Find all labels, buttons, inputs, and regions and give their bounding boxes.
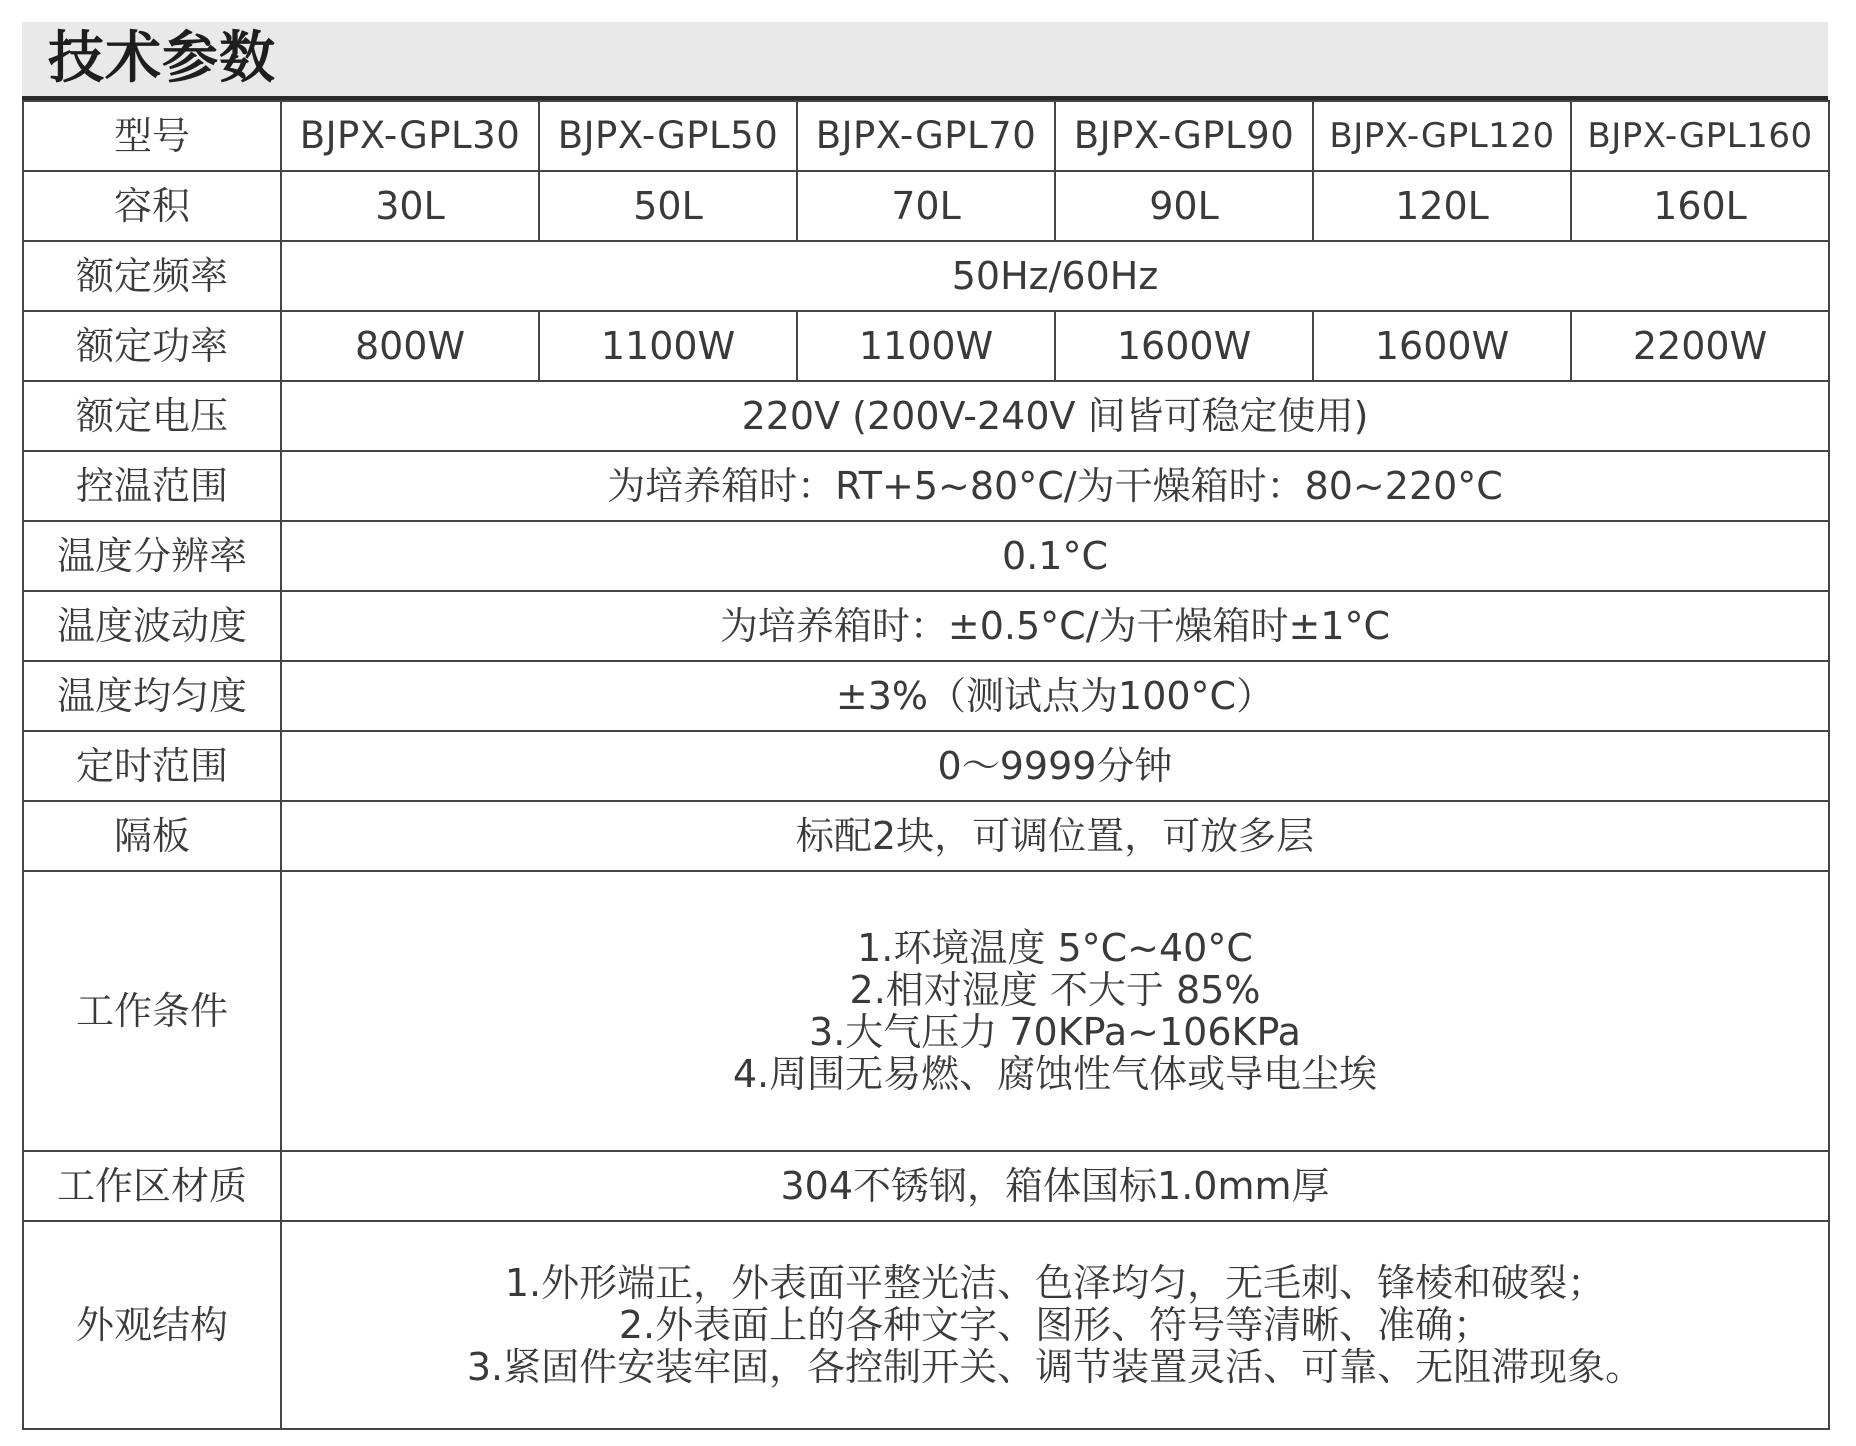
- value-temp-fluctuation: 为培养箱时：±0.5°C/为干燥箱时±1°C: [281, 591, 1829, 661]
- section-title: 技术参数: [48, 26, 276, 91]
- value-temp-uniformity: ±3%（测试点为100°C）: [281, 661, 1829, 731]
- volume-cell: 50L: [539, 171, 797, 241]
- row-frequency: [23, 241, 1829, 311]
- spec-table: [22, 100, 1830, 1430]
- model-cell: BJPX-GPL30: [281, 101, 539, 171]
- power-cell: 1100W: [539, 311, 797, 381]
- power-cell: 800W: [281, 311, 539, 381]
- model-cell: BJPX-GPL120: [1313, 101, 1571, 171]
- working-condition-line: 1.环境温度 5°C~40°C: [857, 926, 1253, 970]
- value-temp-range: 为培养箱时：RT+5~80°C/为干燥箱时：80~220°C: [281, 451, 1829, 521]
- model-cell: BJPX-GPL70: [797, 101, 1055, 171]
- value-voltage: 220V (200V-240V 间皆可稳定使用): [281, 381, 1829, 451]
- model-cell: BJPX-GPL50: [539, 101, 797, 171]
- row-temp-uniformity: [23, 661, 1829, 731]
- row-volume: [23, 171, 1829, 241]
- working-condition-line: 4.周围无易燃、腐蚀性气体或导电尘埃: [732, 1052, 1378, 1096]
- value-shelf: 标配2块，可调位置，可放多层: [281, 801, 1829, 871]
- row-voltage: [23, 381, 1829, 451]
- label-temp-uniformity: 温度均匀度: [23, 661, 281, 731]
- value-temp-resolution: 0.1°C: [281, 521, 1829, 591]
- row-model: [23, 101, 1829, 171]
- working-condition-line: 3.大气压力 70KPa~106KPa: [809, 1010, 1301, 1054]
- row-appearance: [23, 1221, 1829, 1429]
- volume-cell: 30L: [281, 171, 539, 241]
- value-timer-range: 0～9999分钟: [281, 731, 1829, 801]
- volume-cell: 70L: [797, 171, 1055, 241]
- row-chamber-material: [23, 1151, 1829, 1221]
- power-cell: 1600W: [1055, 311, 1313, 381]
- label-temp-fluctuation: 温度波动度: [23, 591, 281, 661]
- volume-cell: 160L: [1571, 171, 1829, 241]
- section-header: [22, 22, 1828, 96]
- label-working-conditions: 工作条件: [23, 871, 281, 1151]
- value-chamber-material: 304不锈钢，箱体国标1.0mm厚: [281, 1151, 1829, 1221]
- power-cell: 2200W: [1571, 311, 1829, 381]
- label-frequency: 额定频率: [23, 241, 281, 311]
- value-appearance: [281, 1221, 1829, 1429]
- appearance-line: 2.外表面上的各种文字、图形、符号等清晰、准确；: [618, 1303, 1492, 1347]
- label-shelf: 隔板: [23, 801, 281, 871]
- power-cell: 1100W: [797, 311, 1055, 381]
- row-temp-fluctuation: [23, 591, 1829, 661]
- label-chamber-material: 工作区材质: [23, 1151, 281, 1221]
- row-power: [23, 311, 1829, 381]
- row-shelf: [23, 801, 1829, 871]
- label-appearance: 外观结构: [23, 1221, 281, 1429]
- model-cell: BJPX-GPL90: [1055, 101, 1313, 171]
- label-power: 额定功率: [23, 311, 281, 381]
- label-temp-range: 控温范围: [23, 451, 281, 521]
- appearance-line: 3.紧固件安装牢固，各控制开关、调节装置灵活、可靠、无阻滞现象。: [466, 1345, 1644, 1389]
- value-working-conditions: [281, 871, 1829, 1151]
- row-working-conditions: [23, 871, 1829, 1151]
- label-model: 型号: [23, 101, 281, 171]
- row-temp-resolution: [23, 521, 1829, 591]
- label-volume: 容积: [23, 171, 281, 241]
- row-temp-range: [23, 451, 1829, 521]
- row-timer-range: [23, 731, 1829, 801]
- label-timer-range: 定时范围: [23, 731, 281, 801]
- volume-cell: 90L: [1055, 171, 1313, 241]
- label-voltage: 额定电压: [23, 381, 281, 451]
- volume-cell: 120L: [1313, 171, 1571, 241]
- model-cell: BJPX-GPL160: [1571, 101, 1829, 171]
- working-condition-line: 2.相对湿度 不大于 85%: [849, 968, 1261, 1012]
- appearance-line: 1.外形端正，外表面平整光洁、色泽均匀，无毛刺、锋棱和破裂；: [504, 1261, 1606, 1305]
- power-cell: 1600W: [1313, 311, 1571, 381]
- label-temp-resolution: 温度分辨率: [23, 521, 281, 591]
- value-frequency: 50Hz/60Hz: [281, 241, 1829, 311]
